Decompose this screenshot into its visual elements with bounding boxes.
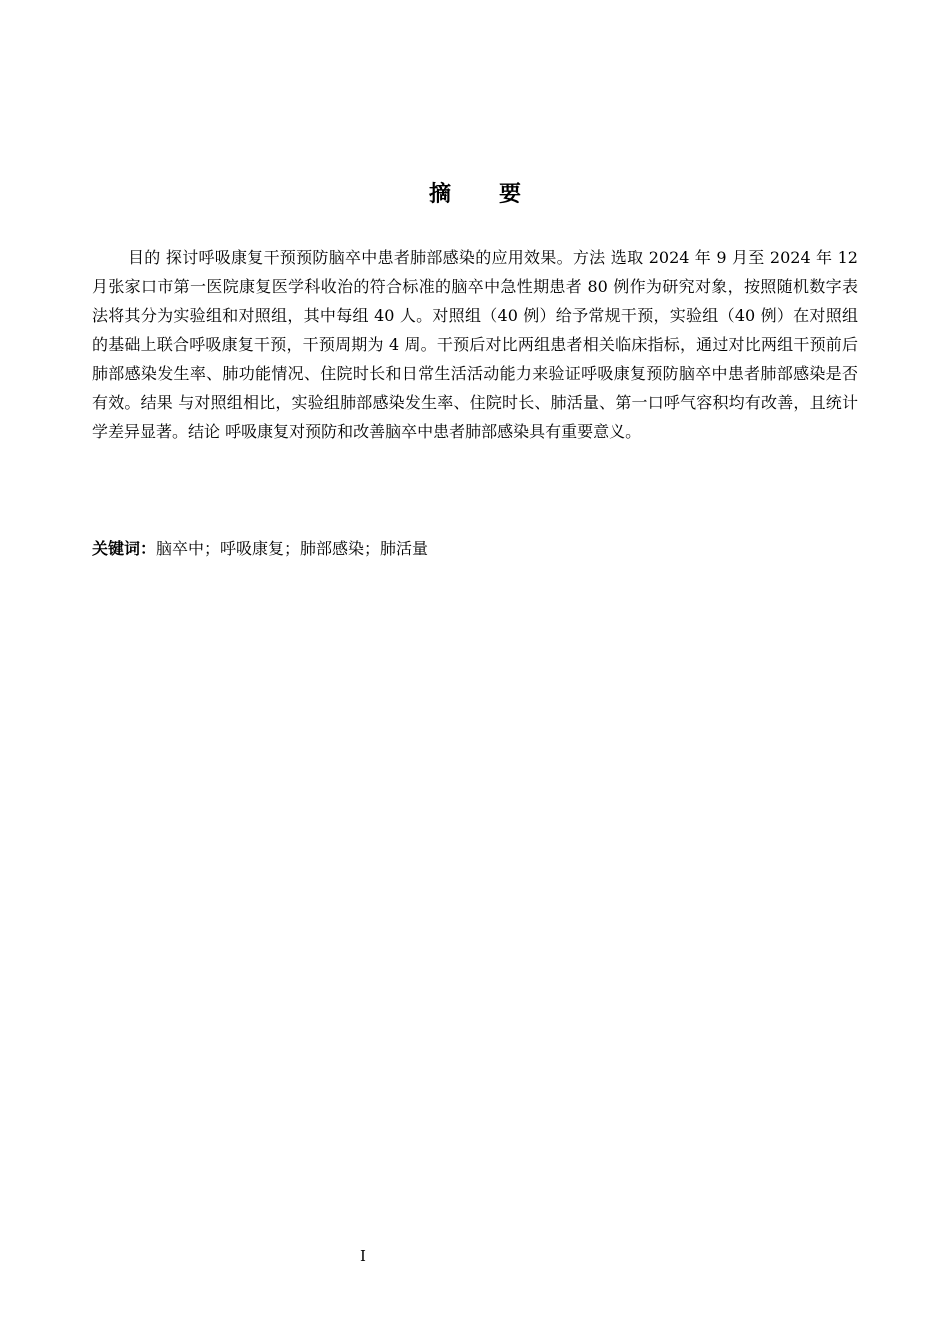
abstract-paragraph: 目的 探讨呼吸康复干预预防脑卒中患者肺部感染的应用效果。方法 选取 2024 年 9 月至 2024 年 12 月张家口市第一医院康复医学科收治的符合标准的脑卒中急性期患者 80 例作为研究对象，按照随机数字表法将其分为实验组和对照组，其中每组 40 人。对照组（40 例）给予常规干预，实验组（40 例）在对照组的基础上联合呼吸康复干预，干预周期为 4 周。干预后对比两组患者相关临床指标，通过对比两组干预前后肺部感染发生率、肺功能情况、住院时长和日常生活活动能力来验证呼吸康复预防脑卒中患者肺部感染是否有效。结果 与对照组相比，实验组肺部感染发生率、住院时长、肺活量、第一口呼气容积均有改善，且统计学差异显著。结论 呼吸康复对预防和改善脑卒中患者肺部感染具有重要意义。 [92,248,858,441]
page-number: I [360,1247,366,1265]
heading-char-1: 摘 [428,182,451,207]
keywords-value: 脑卒中；呼吸康复；肺部感染；肺活量 [156,539,429,558]
keywords-line [92,535,858,563]
heading-char-2: 要 [499,182,522,207]
abstract-heading [0,178,950,212]
keywords-label: 关键词： [92,539,157,558]
